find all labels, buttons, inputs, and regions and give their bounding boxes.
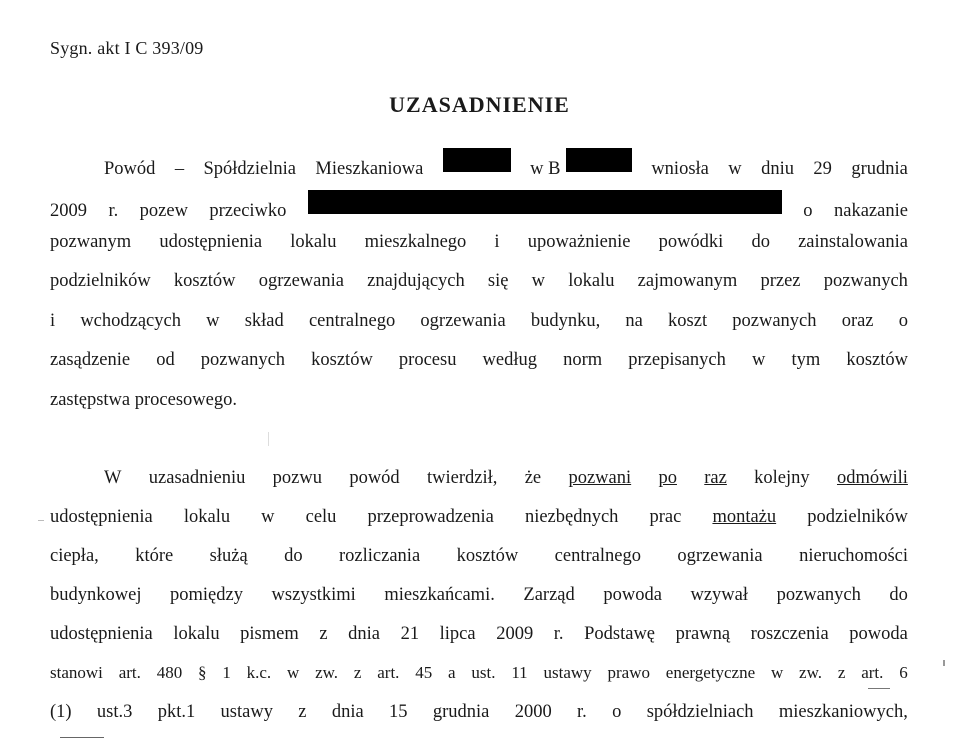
- paragraph-1-line-3: [50, 232, 908, 258]
- word: procesu: [398, 350, 457, 370]
- paragraph-1-line-2: [50, 192, 908, 221]
- word: służą: [209, 546, 248, 566]
- word: z: [319, 624, 328, 644]
- word: się: [487, 271, 509, 291]
- word: centralnego: [554, 546, 641, 566]
- word: zw.: [799, 663, 823, 682]
- word: 45: [415, 663, 433, 682]
- word: 15: [389, 702, 408, 722]
- word: tym: [791, 350, 821, 370]
- word: kolejny: [754, 468, 810, 488]
- word: powoda: [849, 624, 908, 644]
- word: udostępnienia: [50, 507, 153, 527]
- word: Podstawę: [584, 624, 656, 644]
- word: 2009: [496, 624, 534, 644]
- paragraph-2-line-5: [50, 624, 908, 650]
- paragraph-2-line-6: [50, 663, 908, 689]
- word: spółdzielniach: [646, 702, 754, 722]
- word: pozwanych: [200, 350, 286, 370]
- word: z: [298, 702, 307, 722]
- word: według: [482, 350, 538, 370]
- word: lipca: [439, 624, 476, 644]
- word: z: [837, 663, 846, 682]
- word: powódki: [658, 232, 724, 252]
- word: celu: [305, 507, 337, 527]
- word: Zarząd: [523, 585, 575, 605]
- word: montażu: [712, 507, 777, 527]
- word: w: [531, 271, 546, 291]
- word: r.: [577, 702, 587, 722]
- word: w: [206, 311, 220, 331]
- word: 2000: [514, 702, 552, 722]
- word: prawo: [607, 663, 650, 682]
- word: lokalu: [290, 232, 337, 252]
- scan-speck: [268, 432, 269, 446]
- word: §: [198, 663, 207, 682]
- word: do: [284, 546, 303, 566]
- word: budynkowej: [50, 585, 142, 605]
- word: pkt.1: [157, 702, 196, 722]
- paragraph-2-line-1: [104, 468, 908, 494]
- word: grudnia: [851, 159, 908, 179]
- paragraph-1-line-7: [50, 390, 908, 416]
- word: mieszkańcami.: [384, 585, 495, 605]
- word: prawną: [675, 624, 731, 644]
- paragraph-1-line-5: [50, 311, 908, 337]
- word: pozwanych: [823, 271, 908, 291]
- word: pomiędzy: [170, 585, 243, 605]
- word: udostępnienia: [159, 232, 263, 252]
- word: budynku,: [530, 311, 601, 331]
- scan-speck: [868, 688, 890, 689]
- word: pozwanym: [50, 232, 132, 252]
- word: dnia: [348, 624, 380, 644]
- word: pozwani: [568, 468, 632, 488]
- word: art.: [118, 663, 141, 682]
- word: w B: [530, 159, 561, 179]
- word: wszystkimi: [271, 585, 356, 605]
- word: w: [261, 507, 275, 527]
- word: udostępnienia: [50, 624, 153, 644]
- word: ogrzewania: [420, 311, 506, 331]
- word: o: [612, 702, 622, 722]
- word: dnia: [331, 702, 364, 722]
- word: raz: [704, 468, 727, 488]
- redaction-bar: [308, 190, 782, 214]
- word: że: [524, 468, 542, 488]
- word: k.c.: [246, 663, 272, 682]
- word: twierdził,: [427, 468, 498, 488]
- word: mieszkaniowych,: [778, 702, 908, 722]
- paragraph-2-line-4: [50, 585, 908, 611]
- word: 1: [222, 663, 231, 682]
- word: rozliczania: [339, 546, 421, 566]
- word: ogrzewania: [677, 546, 763, 566]
- word: o: [803, 201, 813, 221]
- word: koszt: [668, 311, 708, 331]
- word: 480: [156, 663, 183, 682]
- word: od: [156, 350, 175, 370]
- word: r.: [553, 624, 564, 644]
- word: roszczenia: [750, 624, 829, 644]
- word: art.: [861, 663, 884, 682]
- word: nakazanie: [833, 201, 908, 221]
- word: kosztów: [311, 350, 373, 370]
- word: zw.: [315, 663, 339, 682]
- word: i: [50, 311, 56, 331]
- word: 6: [899, 663, 908, 682]
- word: które: [135, 546, 174, 566]
- word: podzielników: [50, 271, 151, 291]
- case-signature: Sygn. akt I C 393/09: [50, 38, 204, 58]
- word: ciepła,: [50, 546, 99, 566]
- word: stanowi: [50, 663, 103, 682]
- word: kosztów: [846, 350, 908, 370]
- word: po: [658, 468, 677, 488]
- word: przeprowadzenia: [367, 507, 494, 527]
- word: ust.: [471, 663, 496, 682]
- word: w: [287, 663, 300, 682]
- scan-speck: [943, 660, 945, 666]
- word: skład: [244, 311, 284, 331]
- word: pozew: [139, 201, 188, 221]
- word: 2009: [50, 201, 87, 221]
- word: wchodzących: [80, 311, 181, 331]
- word: na: [625, 311, 643, 331]
- word: do: [889, 585, 908, 605]
- paragraph-1-line-4: [50, 271, 908, 297]
- word: 11: [511, 663, 528, 682]
- paragraph-1-line-1: [104, 150, 908, 179]
- word: pozwanych: [776, 585, 861, 605]
- word: z: [353, 663, 362, 682]
- word: ust.3: [96, 702, 133, 722]
- word: odmówili: [836, 468, 908, 488]
- word: zainstalowania: [798, 232, 908, 252]
- word: zasądzenie: [50, 350, 131, 370]
- word: dniu: [761, 159, 794, 179]
- word: Spółdzielnia: [203, 159, 296, 179]
- word: upoważnienie: [527, 232, 631, 252]
- word: ogrzewania: [258, 271, 344, 291]
- word: przepisanych: [628, 350, 726, 370]
- word: –: [174, 159, 185, 179]
- word: o: [898, 311, 908, 331]
- word: pozwanych: [732, 311, 817, 331]
- word: prac: [649, 507, 682, 527]
- word: ustawy: [220, 702, 273, 722]
- word: przeciwko: [209, 201, 287, 221]
- word: norm: [563, 350, 603, 370]
- word: lokalu: [183, 507, 231, 527]
- word: do: [751, 232, 770, 252]
- word: w: [770, 663, 784, 682]
- word: 29: [813, 159, 832, 179]
- word: art.: [377, 663, 400, 682]
- word: Powód: [104, 159, 156, 179]
- word: oraz: [841, 311, 874, 331]
- paragraph-2-line-3: [50, 546, 908, 572]
- word: uzasadnieniu: [148, 468, 246, 488]
- paragraph-2-line-7: [50, 702, 908, 728]
- word: podzielników: [807, 507, 908, 527]
- word: grudnia: [432, 702, 490, 722]
- word: w: [728, 159, 742, 179]
- word: 21: [400, 624, 420, 644]
- word: w: [751, 350, 766, 370]
- word: a: [448, 663, 456, 682]
- word: kosztów: [173, 271, 236, 291]
- paragraph-1-line-6: [50, 350, 908, 376]
- word: przez: [760, 271, 801, 291]
- scan-speck: [60, 737, 104, 738]
- word: lokalu: [568, 271, 615, 291]
- word: kosztów: [456, 546, 519, 566]
- word: pismem: [240, 624, 299, 644]
- word: niezbędnych: [524, 507, 619, 527]
- word: pozwu: [272, 468, 322, 488]
- word: W: [104, 468, 122, 488]
- word: nieruchomości: [799, 546, 908, 566]
- word: mieszkalnego: [364, 232, 467, 252]
- word: zastępstwa procesowego.: [50, 390, 237, 410]
- word: powód: [349, 468, 400, 488]
- word: centralnego: [308, 311, 396, 331]
- word: energetyczne: [665, 663, 756, 682]
- word: wniosła: [651, 159, 709, 179]
- word: r.: [108, 201, 119, 221]
- word: wzywał: [690, 585, 749, 605]
- word: ustawy: [543, 663, 592, 682]
- word: lokalu: [173, 624, 220, 644]
- paragraph-2-line-2: [50, 507, 908, 533]
- word: i: [494, 232, 500, 252]
- word: znajdujących: [367, 271, 465, 291]
- word: zajmowanym: [637, 271, 738, 291]
- redaction-bar: [443, 148, 511, 172]
- word: Mieszkaniowa: [315, 159, 424, 179]
- scan-speck: [38, 520, 44, 521]
- redaction-bar: [566, 148, 632, 172]
- word: (1): [50, 702, 72, 722]
- word: powoda: [603, 585, 662, 605]
- document-title: UZASADNIENIE: [389, 92, 570, 117]
